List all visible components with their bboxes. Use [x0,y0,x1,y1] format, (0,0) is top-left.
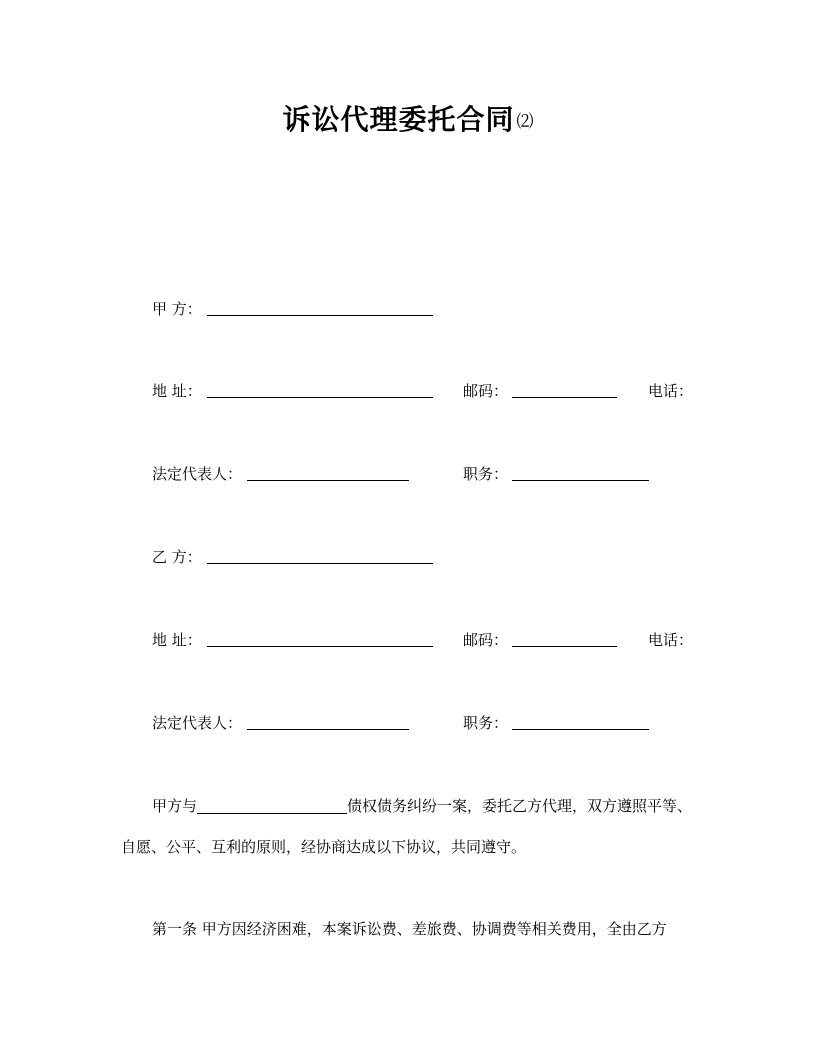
party-a-rep-blank[interactable] [247,480,409,481]
party-b-position-blank[interactable] [512,729,649,730]
article-1-line: 第一条 甲方因经济困难，本案诉讼费、差旅费、协调费等相关费用，全由乙方 [152,920,667,938]
party-b-rep-blank[interactable] [247,729,409,730]
party-b-address-label: 地 址： [152,631,202,649]
party-b-postcode-blank[interactable] [512,646,617,647]
intro-line-1-rest: 债权债务纠纷一案，委托乙方代理，双方遵照平等、 [347,797,693,815]
party-b-rep-row [0,711,816,735]
party-b-rep-label: 法定代表人： [152,714,243,732]
intro-line-2: 自愿、公平、互利的原则，经协商达成以下协议，共同遵守。 [121,838,527,856]
party-b-blank[interactable] [207,563,433,564]
intro-line-1 [152,794,692,818]
party-a-rep-label: 法定代表人： [152,465,243,483]
party-b-position-label: 职务： [463,714,509,732]
party-b-address-row [0,628,816,652]
title-main: 诉讼代理委托合同 [282,103,515,136]
party-a-postcode-blank[interactable] [512,397,617,398]
document-title [0,98,816,138]
party-a-rep-row [0,462,816,486]
party-b-row [0,545,816,569]
party-a-position-blank[interactable] [512,480,649,481]
party-a-postcode-label: 邮码： [463,382,509,400]
party-a-phone-label: 电话： [648,382,694,400]
case-name-blank[interactable] [197,797,347,814]
party-a-address-row [0,379,816,403]
party-a-blank[interactable] [207,315,433,316]
party-a-row [0,297,816,321]
party-b-address-blank[interactable] [207,646,433,647]
party-a-label: 甲 方： [152,300,202,318]
intro-prefix: 甲方与 [152,797,198,815]
title-suffix: ⑵ [516,112,534,132]
party-b-label: 乙 方： [152,548,202,566]
party-b-postcode-label: 邮码： [463,631,509,649]
party-b-phone-label: 电话： [648,631,694,649]
party-a-address-label: 地 址： [152,382,202,400]
party-a-position-label: 职务： [463,465,509,483]
party-a-address-blank[interactable] [207,397,433,398]
